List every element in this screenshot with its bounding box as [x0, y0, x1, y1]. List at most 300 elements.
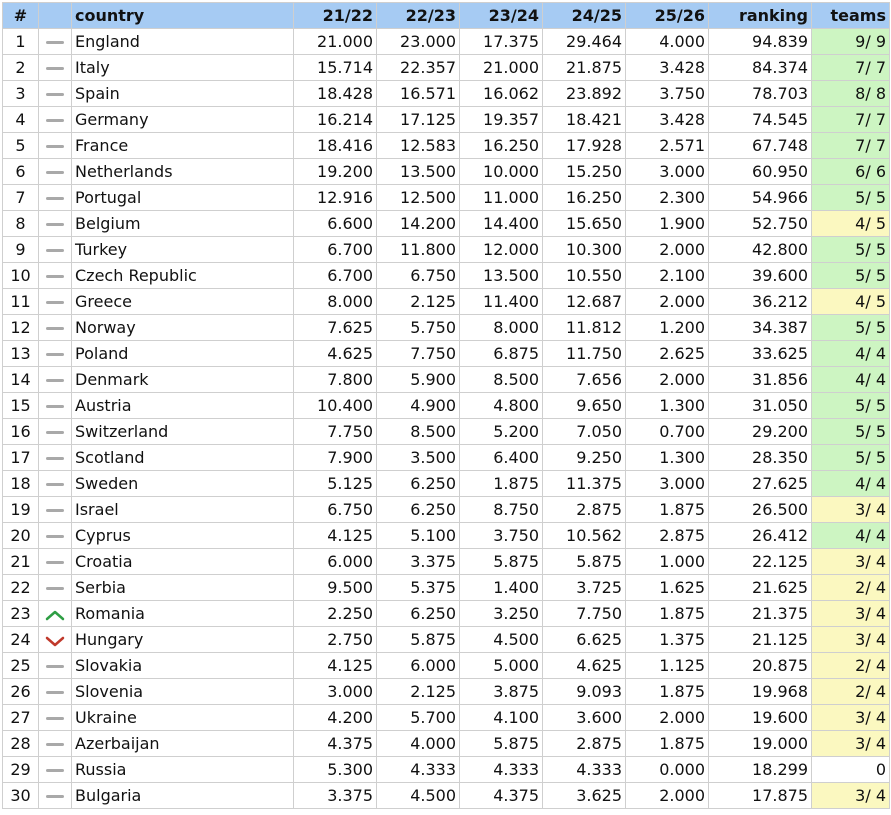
ranking-cell: 20.875 [709, 653, 812, 679]
col-header-country[interactable]: country [72, 3, 294, 29]
dash-icon [46, 743, 64, 746]
season-2425-cell: 29.464 [543, 29, 626, 55]
season-2526-cell: 1.125 [626, 653, 709, 679]
season-2223-cell: 4.500 [377, 783, 460, 809]
table-row[interactable] [3, 29, 890, 55]
dash-icon [46, 327, 64, 330]
season-2526-cell: 2.000 [626, 237, 709, 263]
season-2324-cell: 5.200 [460, 419, 543, 445]
table-row[interactable] [3, 679, 890, 705]
table-row[interactable] [3, 497, 890, 523]
teams-cell: 2/ 4 [812, 679, 890, 705]
season-2425-cell: 10.562 [543, 523, 626, 549]
teams-cell: 9/ 9 [812, 29, 890, 55]
ranking-cell: 74.545 [709, 107, 812, 133]
season-2526-cell: 0.700 [626, 419, 709, 445]
col-header-ranking[interactable]: ranking [709, 3, 812, 29]
season-2122-cell: 16.214 [294, 107, 377, 133]
dash-icon [46, 509, 64, 512]
rank-cell: 27 [3, 705, 39, 731]
teams-cell: 3/ 4 [812, 549, 890, 575]
col-header-season-2324[interactable]: 23/24 [460, 3, 543, 29]
season-2425-cell: 6.625 [543, 627, 626, 653]
trend-cell [39, 575, 72, 601]
season-2526-cell: 2.571 [626, 133, 709, 159]
table-row[interactable] [3, 601, 890, 627]
season-2223-cell: 2.125 [377, 289, 460, 315]
trend-cell [39, 705, 72, 731]
ranking-cell: 22.125 [709, 549, 812, 575]
country-cell[interactable]: Greece [72, 289, 294, 315]
season-2324-cell: 1.875 [460, 471, 543, 497]
dash-icon [46, 665, 64, 668]
season-2526-cell: 1.875 [626, 731, 709, 757]
table-row[interactable] [3, 393, 890, 419]
trend-cell [39, 731, 72, 757]
dash-icon [46, 353, 64, 356]
season-2324-cell: 16.250 [460, 133, 543, 159]
trend-cell [39, 679, 72, 705]
country-cell[interactable]: Serbia [72, 575, 294, 601]
ranking-cell: 29.200 [709, 419, 812, 445]
trend-cell [39, 185, 72, 211]
rank-cell: 20 [3, 523, 39, 549]
dash-icon [46, 587, 64, 590]
season-2122-cell: 5.300 [294, 757, 377, 783]
country-cell[interactable]: Sweden [72, 471, 294, 497]
ranking-cell: 26.412 [709, 523, 812, 549]
dash-icon [46, 561, 64, 564]
ranking-cell: 19.000 [709, 731, 812, 757]
rank-cell: 25 [3, 653, 39, 679]
season-2425-cell: 15.250 [543, 159, 626, 185]
dash-icon [46, 717, 64, 720]
country-cell[interactable]: Ukraine [72, 705, 294, 731]
season-2526-cell: 3.428 [626, 107, 709, 133]
rank-cell: 26 [3, 679, 39, 705]
season-2526-cell: 1.000 [626, 549, 709, 575]
season-2526-cell: 2.300 [626, 185, 709, 211]
season-2425-cell: 23.892 [543, 81, 626, 107]
teams-cell: 8/ 8 [812, 81, 890, 107]
season-2324-cell: 3.250 [460, 601, 543, 627]
country-cell[interactable]: Slovenia [72, 679, 294, 705]
season-2223-cell: 11.800 [377, 237, 460, 263]
season-2425-cell: 15.650 [543, 211, 626, 237]
table-row[interactable] [3, 133, 890, 159]
season-2526-cell: 3.000 [626, 471, 709, 497]
dash-icon [46, 275, 64, 278]
season-2223-cell: 22.357 [377, 55, 460, 81]
teams-cell: 4/ 5 [812, 289, 890, 315]
season-2122-cell: 12.916 [294, 185, 377, 211]
season-2223-cell: 16.571 [377, 81, 460, 107]
rank-cell: 15 [3, 393, 39, 419]
season-2324-cell: 5.000 [460, 653, 543, 679]
trend-cell [39, 159, 72, 185]
rank-cell: 5 [3, 133, 39, 159]
teams-cell: 4/ 4 [812, 523, 890, 549]
season-2526-cell: 3.000 [626, 159, 709, 185]
rank-cell: 19 [3, 497, 39, 523]
table-row[interactable] [3, 211, 890, 237]
country-cell[interactable]: England [72, 29, 294, 55]
table-row[interactable] [3, 783, 890, 809]
season-2324-cell: 14.400 [460, 211, 543, 237]
rank-cell: 8 [3, 211, 39, 237]
teams-cell: 5/ 5 [812, 445, 890, 471]
country-cell[interactable]: Azerbaijan [72, 731, 294, 757]
season-2526-cell: 2.000 [626, 705, 709, 731]
country-cell[interactable]: Czech Republic [72, 263, 294, 289]
season-2425-cell: 17.928 [543, 133, 626, 159]
country-cell[interactable]: Portugal [72, 185, 294, 211]
rank-cell: 28 [3, 731, 39, 757]
header-row [3, 3, 890, 29]
table-row[interactable] [3, 627, 890, 653]
table-row[interactable] [3, 107, 890, 133]
season-2526-cell: 2.000 [626, 367, 709, 393]
teams-cell: 3/ 4 [812, 783, 890, 809]
season-2223-cell: 7.750 [377, 341, 460, 367]
season-2425-cell: 21.875 [543, 55, 626, 81]
country-cell[interactable]: Russia [72, 757, 294, 783]
table-row[interactable] [3, 263, 890, 289]
ranking-cell: 19.968 [709, 679, 812, 705]
country-cell[interactable]: Bulgaria [72, 783, 294, 809]
dash-icon [46, 41, 64, 44]
season-2425-cell: 3.625 [543, 783, 626, 809]
season-2425-cell: 9.650 [543, 393, 626, 419]
table-row[interactable] [3, 731, 890, 757]
season-2425-cell: 12.687 [543, 289, 626, 315]
season-2223-cell: 5.750 [377, 315, 460, 341]
country-cell[interactable]: Austria [72, 393, 294, 419]
season-2122-cell: 8.000 [294, 289, 377, 315]
teams-cell: 7/ 7 [812, 107, 890, 133]
table-row[interactable] [3, 367, 890, 393]
country-cell[interactable]: Cyprus [72, 523, 294, 549]
season-2223-cell: 6.250 [377, 471, 460, 497]
chevron-down-icon [45, 635, 65, 647]
teams-cell: 5/ 5 [812, 315, 890, 341]
table-row[interactable] [3, 523, 890, 549]
season-2122-cell: 18.416 [294, 133, 377, 159]
season-2526-cell: 1.625 [626, 575, 709, 601]
country-cell[interactable]: Germany [72, 107, 294, 133]
season-2223-cell: 17.125 [377, 107, 460, 133]
season-2122-cell: 5.125 [294, 471, 377, 497]
trend-cell [39, 393, 72, 419]
table-row[interactable] [3, 289, 890, 315]
teams-cell: 3/ 4 [812, 627, 890, 653]
teams-cell: 5/ 5 [812, 237, 890, 263]
teams-cell: 5/ 5 [812, 185, 890, 211]
col-header-season-2526[interactable]: 25/26 [626, 3, 709, 29]
season-2526-cell: 2.625 [626, 341, 709, 367]
season-2223-cell: 14.200 [377, 211, 460, 237]
season-2122-cell: 9.500 [294, 575, 377, 601]
table-row[interactable] [3, 315, 890, 341]
table-row[interactable] [3, 549, 890, 575]
table-row[interactable] [3, 445, 890, 471]
season-2122-cell: 4.125 [294, 653, 377, 679]
season-2324-cell: 6.400 [460, 445, 543, 471]
table-row[interactable] [3, 81, 890, 107]
country-cell[interactable]: Denmark [72, 367, 294, 393]
col-header-season-2122[interactable]: 21/22 [294, 3, 377, 29]
season-2223-cell: 23.000 [377, 29, 460, 55]
season-2122-cell: 4.125 [294, 523, 377, 549]
season-2223-cell: 4.900 [377, 393, 460, 419]
season-2526-cell: 1.875 [626, 679, 709, 705]
season-2526-cell: 1.300 [626, 393, 709, 419]
trend-cell [39, 471, 72, 497]
season-2223-cell: 4.000 [377, 731, 460, 757]
season-2324-cell: 4.375 [460, 783, 543, 809]
trend-cell [39, 211, 72, 237]
ranking-cell: 78.703 [709, 81, 812, 107]
teams-cell: 4/ 4 [812, 367, 890, 393]
ranking-cell: 21.625 [709, 575, 812, 601]
season-2324-cell: 8.500 [460, 367, 543, 393]
table-row[interactable] [3, 341, 890, 367]
ranking-cell: 21.125 [709, 627, 812, 653]
rank-cell: 2 [3, 55, 39, 81]
table-row[interactable] [3, 185, 890, 211]
country-cell[interactable]: Belgium [72, 211, 294, 237]
season-2324-cell: 11.400 [460, 289, 543, 315]
season-2122-cell: 7.900 [294, 445, 377, 471]
rank-cell: 12 [3, 315, 39, 341]
country-cell[interactable]: Israel [72, 497, 294, 523]
dash-icon [46, 379, 64, 382]
table-row[interactable] [3, 55, 890, 81]
season-2223-cell: 13.500 [377, 159, 460, 185]
dash-icon [46, 67, 64, 70]
teams-cell: 4/ 4 [812, 341, 890, 367]
season-2425-cell: 10.550 [543, 263, 626, 289]
table-row[interactable] [3, 237, 890, 263]
trend-cell [39, 55, 72, 81]
table-row[interactable] [3, 653, 890, 679]
table-row[interactable] [3, 159, 890, 185]
rank-cell: 30 [3, 783, 39, 809]
season-2526-cell: 1.200 [626, 315, 709, 341]
ranking-cell: 84.374 [709, 55, 812, 81]
season-2223-cell: 6.250 [377, 497, 460, 523]
season-2223-cell: 3.500 [377, 445, 460, 471]
country-cell[interactable]: Hungary [72, 627, 294, 653]
chevron-up-icon [45, 609, 65, 621]
season-2526-cell: 3.750 [626, 81, 709, 107]
season-2122-cell: 6.600 [294, 211, 377, 237]
table-row[interactable] [3, 471, 890, 497]
season-2223-cell: 5.375 [377, 575, 460, 601]
season-2122-cell: 18.428 [294, 81, 377, 107]
season-2122-cell: 6.700 [294, 263, 377, 289]
teams-cell: 3/ 4 [812, 601, 890, 627]
teams-cell: 5/ 5 [812, 419, 890, 445]
teams-cell: 2/ 4 [812, 575, 890, 601]
season-2526-cell: 1.900 [626, 211, 709, 237]
season-2526-cell: 2.875 [626, 523, 709, 549]
season-2324-cell: 3.875 [460, 679, 543, 705]
trend-cell [39, 237, 72, 263]
season-2324-cell: 8.000 [460, 315, 543, 341]
ranking-cell: 31.050 [709, 393, 812, 419]
ranking-cell: 33.625 [709, 341, 812, 367]
season-2425-cell: 9.250 [543, 445, 626, 471]
ranking-cell: 18.299 [709, 757, 812, 783]
country-cell[interactable]: Poland [72, 341, 294, 367]
season-2324-cell: 12.000 [460, 237, 543, 263]
season-2122-cell: 4.375 [294, 731, 377, 757]
season-2122-cell: 3.000 [294, 679, 377, 705]
country-cell[interactable]: Scotland [72, 445, 294, 471]
dash-icon [46, 119, 64, 122]
season-2425-cell: 3.600 [543, 705, 626, 731]
ranking-cell: 34.387 [709, 315, 812, 341]
season-2122-cell: 6.700 [294, 237, 377, 263]
rank-cell: 23 [3, 601, 39, 627]
trend-cell [39, 367, 72, 393]
dash-icon [46, 93, 64, 96]
dash-icon [46, 795, 64, 798]
ranking-cell: 31.856 [709, 367, 812, 393]
season-2122-cell: 3.375 [294, 783, 377, 809]
country-cell[interactable]: Romania [72, 601, 294, 627]
country-cell[interactable]: France [72, 133, 294, 159]
rank-cell: 21 [3, 549, 39, 575]
rank-cell: 18 [3, 471, 39, 497]
dash-icon [46, 769, 64, 772]
ranking-cell: 39.600 [709, 263, 812, 289]
season-2324-cell: 4.500 [460, 627, 543, 653]
country-cell[interactable]: Turkey [72, 237, 294, 263]
rank-cell: 7 [3, 185, 39, 211]
season-2324-cell: 21.000 [460, 55, 543, 81]
season-2122-cell: 21.000 [294, 29, 377, 55]
country-cell[interactable]: Switzerland [72, 419, 294, 445]
season-2324-cell: 13.500 [460, 263, 543, 289]
teams-cell: 3/ 4 [812, 497, 890, 523]
country-cell[interactable]: Norway [72, 315, 294, 341]
table-row[interactable] [3, 575, 890, 601]
ranking-table [2, 2, 890, 809]
season-2324-cell: 4.333 [460, 757, 543, 783]
season-2223-cell: 6.250 [377, 601, 460, 627]
dash-icon [46, 535, 64, 538]
country-cell[interactable]: Netherlands [72, 159, 294, 185]
ranking-cell: 36.212 [709, 289, 812, 315]
season-2425-cell: 11.750 [543, 341, 626, 367]
teams-cell: 7/ 7 [812, 133, 890, 159]
country-cell[interactable]: Slovakia [72, 653, 294, 679]
trend-cell [39, 81, 72, 107]
col-header-season-2223[interactable]: 22/23 [377, 3, 460, 29]
col-header-rank[interactable]: # [3, 3, 39, 29]
season-2223-cell: 6.750 [377, 263, 460, 289]
rank-cell: 4 [3, 107, 39, 133]
season-2324-cell: 17.375 [460, 29, 543, 55]
season-2324-cell: 19.357 [460, 107, 543, 133]
col-header-trend [39, 3, 72, 29]
trend-cell [39, 783, 72, 809]
table-row[interactable] [3, 705, 890, 731]
rank-cell: 29 [3, 757, 39, 783]
rank-cell: 11 [3, 289, 39, 315]
season-2425-cell: 18.421 [543, 107, 626, 133]
season-2425-cell: 2.875 [543, 731, 626, 757]
season-2122-cell: 7.750 [294, 419, 377, 445]
trend-cell [39, 523, 72, 549]
season-2223-cell: 6.000 [377, 653, 460, 679]
season-2324-cell: 3.750 [460, 523, 543, 549]
ranking-cell: 60.950 [709, 159, 812, 185]
teams-cell: 5/ 5 [812, 263, 890, 289]
teams-cell: 7/ 7 [812, 55, 890, 81]
country-cell[interactable]: Spain [72, 81, 294, 107]
rank-cell: 14 [3, 367, 39, 393]
season-2324-cell: 5.875 [460, 549, 543, 575]
trend-cell [39, 263, 72, 289]
season-2526-cell: 2.000 [626, 783, 709, 809]
trend-cell [39, 29, 72, 55]
table-row[interactable] [3, 419, 890, 445]
teams-cell: 6/ 6 [812, 159, 890, 185]
trend-cell [39, 653, 72, 679]
trend-cell [39, 107, 72, 133]
season-2425-cell: 5.875 [543, 549, 626, 575]
trend-cell [39, 627, 72, 653]
country-cell[interactable]: Croatia [72, 549, 294, 575]
dash-icon [46, 405, 64, 408]
rank-cell: 6 [3, 159, 39, 185]
season-2324-cell: 4.100 [460, 705, 543, 731]
table-row[interactable] [3, 757, 890, 783]
dash-icon [46, 223, 64, 226]
trend-cell [39, 341, 72, 367]
season-2122-cell: 19.200 [294, 159, 377, 185]
col-header-teams[interactable]: teams [812, 3, 890, 29]
season-2324-cell: 5.875 [460, 731, 543, 757]
ranking-cell: 67.748 [709, 133, 812, 159]
season-2324-cell: 4.800 [460, 393, 543, 419]
season-2526-cell: 3.428 [626, 55, 709, 81]
season-2223-cell: 5.875 [377, 627, 460, 653]
season-2425-cell: 11.812 [543, 315, 626, 341]
ranking-cell: 26.500 [709, 497, 812, 523]
season-2223-cell: 3.375 [377, 549, 460, 575]
trend-cell [39, 133, 72, 159]
teams-cell: 4/ 4 [812, 471, 890, 497]
trend-cell [39, 419, 72, 445]
country-cell[interactable]: Italy [72, 55, 294, 81]
season-2122-cell: 7.800 [294, 367, 377, 393]
ranking-cell: 17.875 [709, 783, 812, 809]
rank-cell: 9 [3, 237, 39, 263]
col-header-season-2425[interactable]: 24/25 [543, 3, 626, 29]
season-2122-cell: 2.750 [294, 627, 377, 653]
dash-icon [46, 691, 64, 694]
season-2122-cell: 4.625 [294, 341, 377, 367]
season-2223-cell: 5.700 [377, 705, 460, 731]
season-2526-cell: 4.000 [626, 29, 709, 55]
season-2324-cell: 8.750 [460, 497, 543, 523]
season-2223-cell: 5.900 [377, 367, 460, 393]
rank-cell: 10 [3, 263, 39, 289]
